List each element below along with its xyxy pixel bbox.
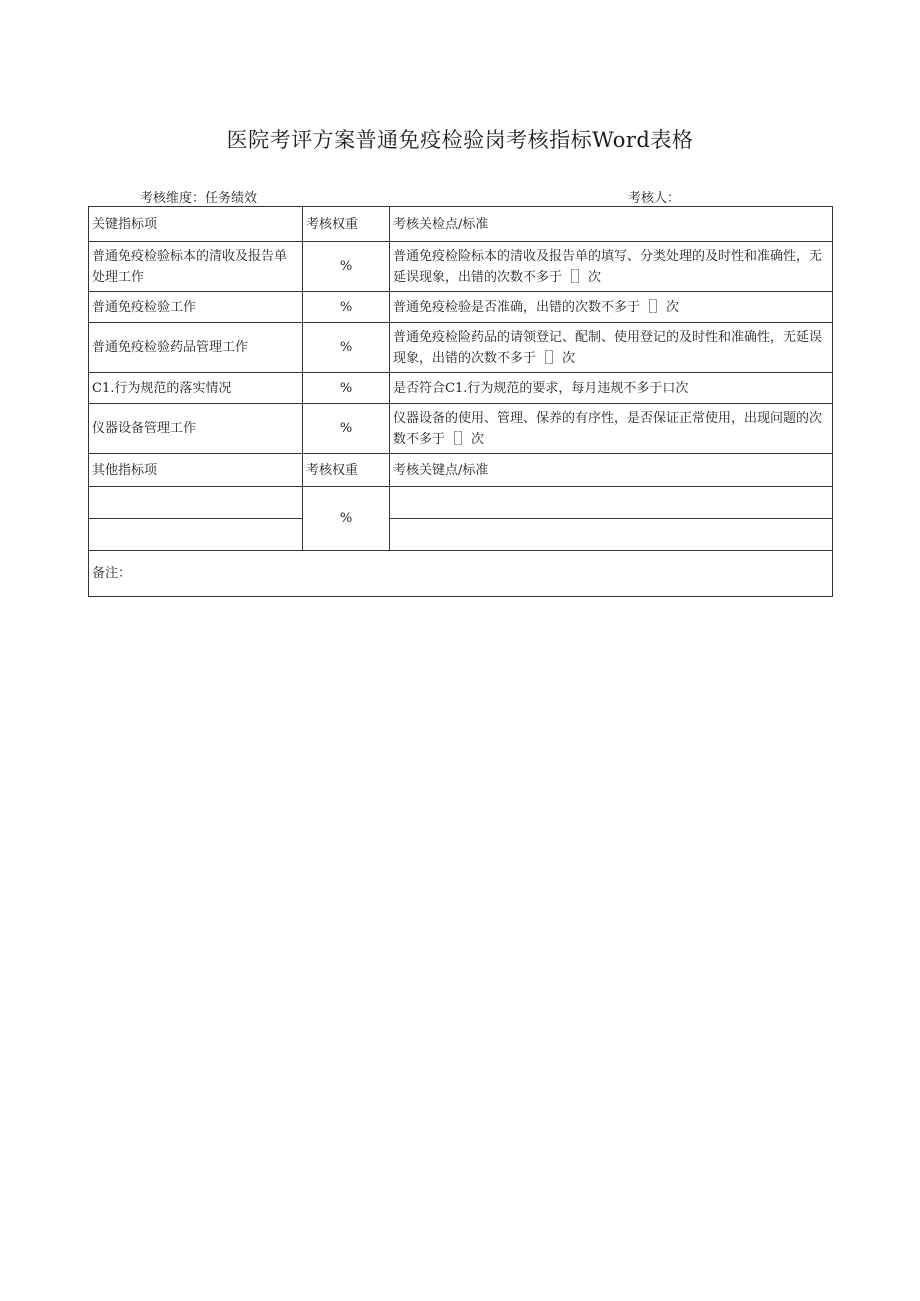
blank-row xyxy=(89,487,833,519)
remark-cell: 备注： xyxy=(89,551,833,597)
assessment-table xyxy=(88,206,833,597)
blank-row xyxy=(89,519,833,551)
table-row xyxy=(89,292,833,323)
weight-cell: % xyxy=(303,242,390,292)
other-item-header: 其他指标项 xyxy=(89,454,303,487)
item-cell: 普通免疫检验工作 xyxy=(89,292,303,323)
key-criteria-header: 考核关检点/标准 xyxy=(390,207,833,242)
criteria-cell: 是否符合C1.行为规范的要求，每月违规不多于口次 xyxy=(390,373,833,404)
weight-cell: % xyxy=(303,292,390,323)
table-row xyxy=(89,373,833,404)
other-header-row xyxy=(89,454,833,487)
weight-cell: % xyxy=(303,373,390,404)
weight-cell: % xyxy=(303,323,390,373)
table-row xyxy=(89,404,833,454)
other-weight-cell: % xyxy=(303,487,390,551)
criteria-cell: 仪器设备的使用、管理、保养的有序性，是否保证正常使用，出现问题的次数不多于［］次 xyxy=(390,404,833,454)
assessor-label: 考核人： xyxy=(628,191,681,206)
item-cell: 普通免疫检验药品管理工作 xyxy=(89,323,303,373)
table-row xyxy=(89,323,833,373)
item-cell: 普通免疫检验标本的清收及报告单处理工作 xyxy=(89,242,303,292)
assessment-dimension: 考核维度：任务绩效 xyxy=(140,191,258,206)
key-item-header: 关键指标项 xyxy=(89,207,303,242)
criteria-cell: 普通免疫检险标本的清收及报告单的填写、分类处理的及时性和准确性，无延误现象，出错的次数不多于［］次 xyxy=(390,242,833,292)
blank-criteria-cell xyxy=(390,519,833,551)
item-cell: C1.行为规范的落实情况 xyxy=(89,373,303,404)
document-title: 医院考评方案普通免疫检验岗考核指标Word表格 xyxy=(226,128,694,152)
key-weight-header: 考核权重 xyxy=(303,207,390,242)
blank-criteria-cell xyxy=(390,487,833,519)
criteria-cell: 普通免疫检验是否准确，出错的次数不多于［］次 xyxy=(390,292,833,323)
criteria-cell: 普通免疫检险药品的请领登记、配制、使用登记的及时性和准确性，无延误现象，出错的次数不多于［］次 xyxy=(390,323,833,373)
item-cell: 仪器设备管理工作 xyxy=(89,404,303,454)
table-row xyxy=(89,242,833,292)
other-criteria-header: 考核关键点/标准 xyxy=(390,454,833,487)
weight-cell: % xyxy=(303,404,390,454)
key-header-row xyxy=(89,207,833,242)
other-weight-header: 考核权重 xyxy=(303,454,390,487)
remark-row xyxy=(89,551,833,597)
blank-item-cell xyxy=(89,519,303,551)
blank-item-cell xyxy=(89,487,303,519)
